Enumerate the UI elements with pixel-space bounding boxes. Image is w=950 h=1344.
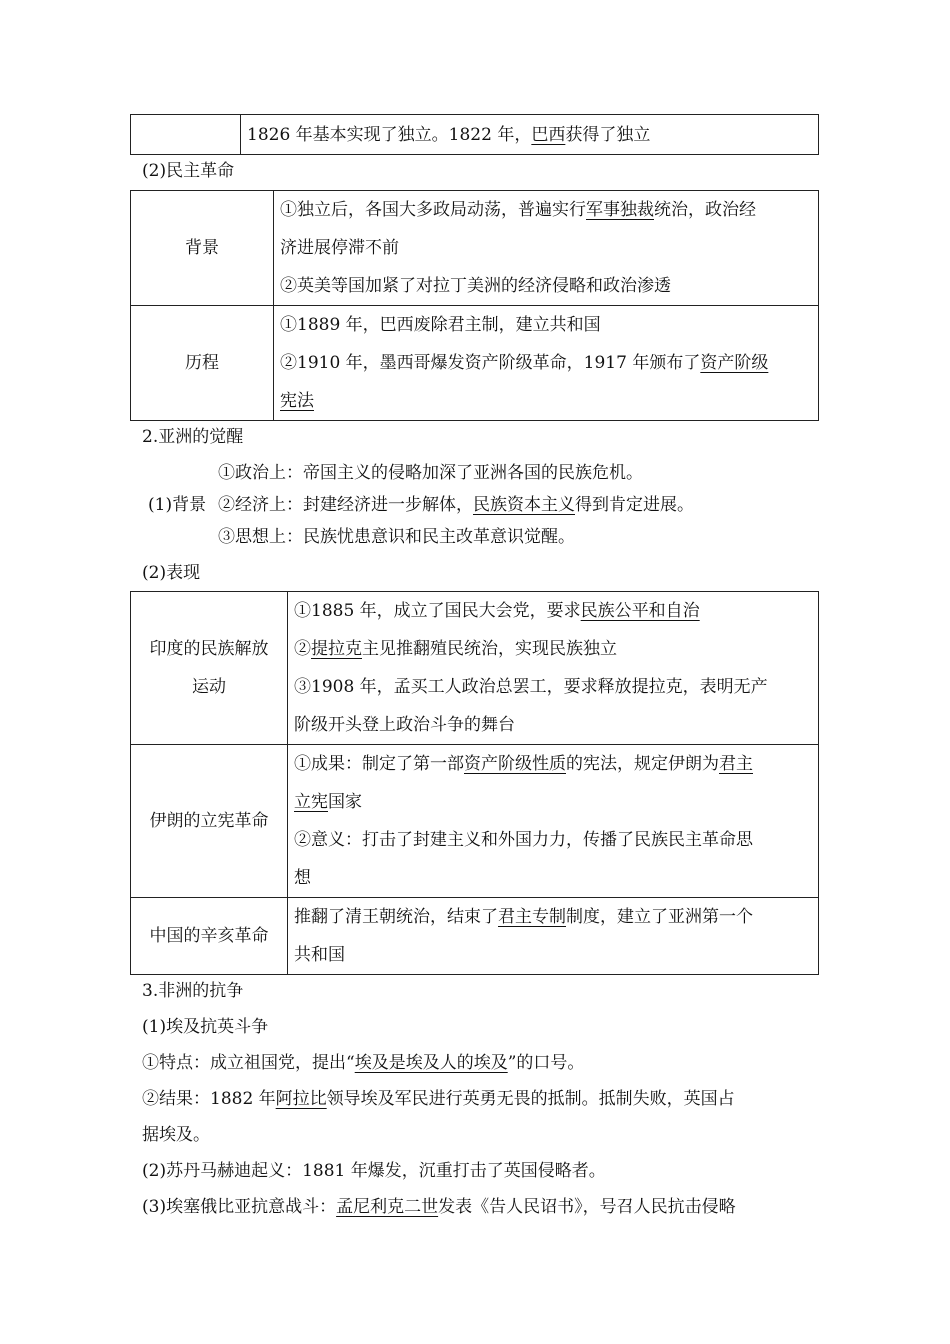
content-line bbox=[280, 382, 812, 420]
underlined-term: 孟尼利克二世 bbox=[336, 1197, 439, 1217]
content-line: 共和国 bbox=[294, 945, 345, 965]
underlined-term: 埃及是埃及人的埃及 bbox=[354, 1053, 508, 1073]
ethiopia-war: (3)埃塞俄比亚抗意战斗：孟尼利克二世发表《告人民诏书》，号召人民抗击侵略 bbox=[142, 1197, 736, 1217]
content-line: 立宪国家 bbox=[294, 792, 362, 812]
underlined-term: 君主专制 bbox=[498, 907, 566, 927]
row-label-iran: 伊朗的立宪革命 bbox=[131, 745, 288, 898]
asia-performance-table bbox=[130, 591, 819, 975]
underlined-term: 提拉克 bbox=[311, 639, 362, 659]
content-line: ①成果：制定了第一部资产阶级性质的宪法，规定伊朗为君主 bbox=[294, 754, 753, 774]
row-label-history: 历程 bbox=[131, 306, 274, 421]
section-heading-asia: 2.亚洲的觉醒 bbox=[142, 427, 244, 447]
row-label-background: 背景 bbox=[131, 191, 274, 306]
underlined-term: 军事独裁 bbox=[586, 200, 654, 220]
row-content-history bbox=[274, 306, 819, 421]
section-heading-democratic-revolution: (2)民主革命 bbox=[142, 161, 235, 181]
top-table-cell bbox=[241, 115, 819, 155]
content-line: ②意义：打击了封建主义和外国力力，传播了民族民主革命思 bbox=[294, 830, 753, 850]
underlined-term: 君主 bbox=[719, 754, 753, 774]
asia-background-item: ③思想上：民族忧患意识和民主改革意识觉醒。 bbox=[218, 527, 575, 547]
section-heading-africa: 3.非洲的抗争 bbox=[142, 981, 244, 1001]
row-content-china bbox=[288, 898, 819, 975]
content-line: ②英美等国加紧了对拉丁美洲的经济侵略和政治渗透 bbox=[280, 276, 671, 296]
content-line: ①1885 年，成立了国民大会党，要求民族公平和自治 bbox=[294, 601, 700, 621]
egypt-heading: (1)埃及抗英斗争 bbox=[142, 1017, 269, 1037]
underlined-term: 阿拉比 bbox=[275, 1089, 327, 1109]
content-line: 阶级开头登上政治斗争的舞台 bbox=[294, 715, 515, 735]
underlined-term: 巴西 bbox=[531, 124, 566, 145]
egypt-result-continued: 据埃及。 bbox=[142, 1125, 210, 1145]
underlined-term: 民族资本主义 bbox=[473, 495, 575, 515]
egypt-feature: ①特点：成立祖国党，提出“埃及是埃及人的埃及”的口号。 bbox=[142, 1053, 585, 1073]
row-content-india bbox=[288, 592, 819, 745]
content-line: 想 bbox=[294, 868, 311, 888]
underlined-term: 资产阶级性质 bbox=[464, 754, 566, 774]
top-table bbox=[130, 114, 819, 155]
text-segment: 1826 年基本实现了独立。1822 年， bbox=[247, 124, 532, 145]
row-content-background bbox=[274, 191, 819, 306]
content-line: ②提拉克主见推翻殖民统治，实现民族独立 bbox=[294, 639, 617, 659]
top-table-empty-cell bbox=[131, 115, 241, 155]
asia-background-label: (1)背景 bbox=[148, 495, 207, 515]
asia-background-item: ①政治上：帝国主义的侵略加深了亚洲各国的民族危机。 bbox=[218, 463, 643, 483]
underlined-term: 民族公平和自治 bbox=[580, 601, 700, 621]
sudan-uprising: (2)苏丹马赫迪起义：1881 年爆发，沉重打击了英国侵略者。 bbox=[142, 1161, 606, 1181]
content-line: 推翻了清王朝统治，结束了君主专制制度，建立了亚洲第一个 bbox=[294, 907, 753, 927]
content-line: ③1908 年，孟买工人政治总罢工，要求释放提拉克，表明无产 bbox=[294, 677, 768, 697]
row-label-india: 印度的民族解放 运动 bbox=[131, 592, 288, 745]
text-segment: 获得了独立 bbox=[565, 124, 651, 145]
section-heading-performance: (2)表现 bbox=[142, 563, 201, 583]
content-line: ①1889 年，巴西废除君主制，建立共和国 bbox=[280, 315, 601, 335]
content-line: ②1910 年，墨西哥爆发资产阶级革命，1917 年颁布了资产阶级 bbox=[280, 353, 769, 373]
asia-background-item: ②经济上：封建经济进一步解体，民族资本主义得到肯定进展。 bbox=[218, 495, 694, 515]
underlined-term: 资产阶级 bbox=[700, 353, 769, 373]
underlined-term: 宪法 bbox=[280, 391, 314, 411]
egypt-result: ②结果：1882 年阿拉比领导埃及军民进行英勇无畏的抵制。抵制失败，英国占 bbox=[142, 1089, 735, 1109]
row-content-iran bbox=[288, 745, 819, 898]
content-line: ①独立后，各国大多政局动荡，普遍实行军事独裁统治，政治经 bbox=[280, 200, 756, 220]
row-label-china: 中国的辛亥革命 bbox=[131, 898, 288, 975]
content-line: 济进展停滞不前 bbox=[280, 238, 399, 258]
democratic-revolution-table bbox=[130, 190, 819, 421]
underlined-term: 立宪 bbox=[294, 792, 328, 812]
